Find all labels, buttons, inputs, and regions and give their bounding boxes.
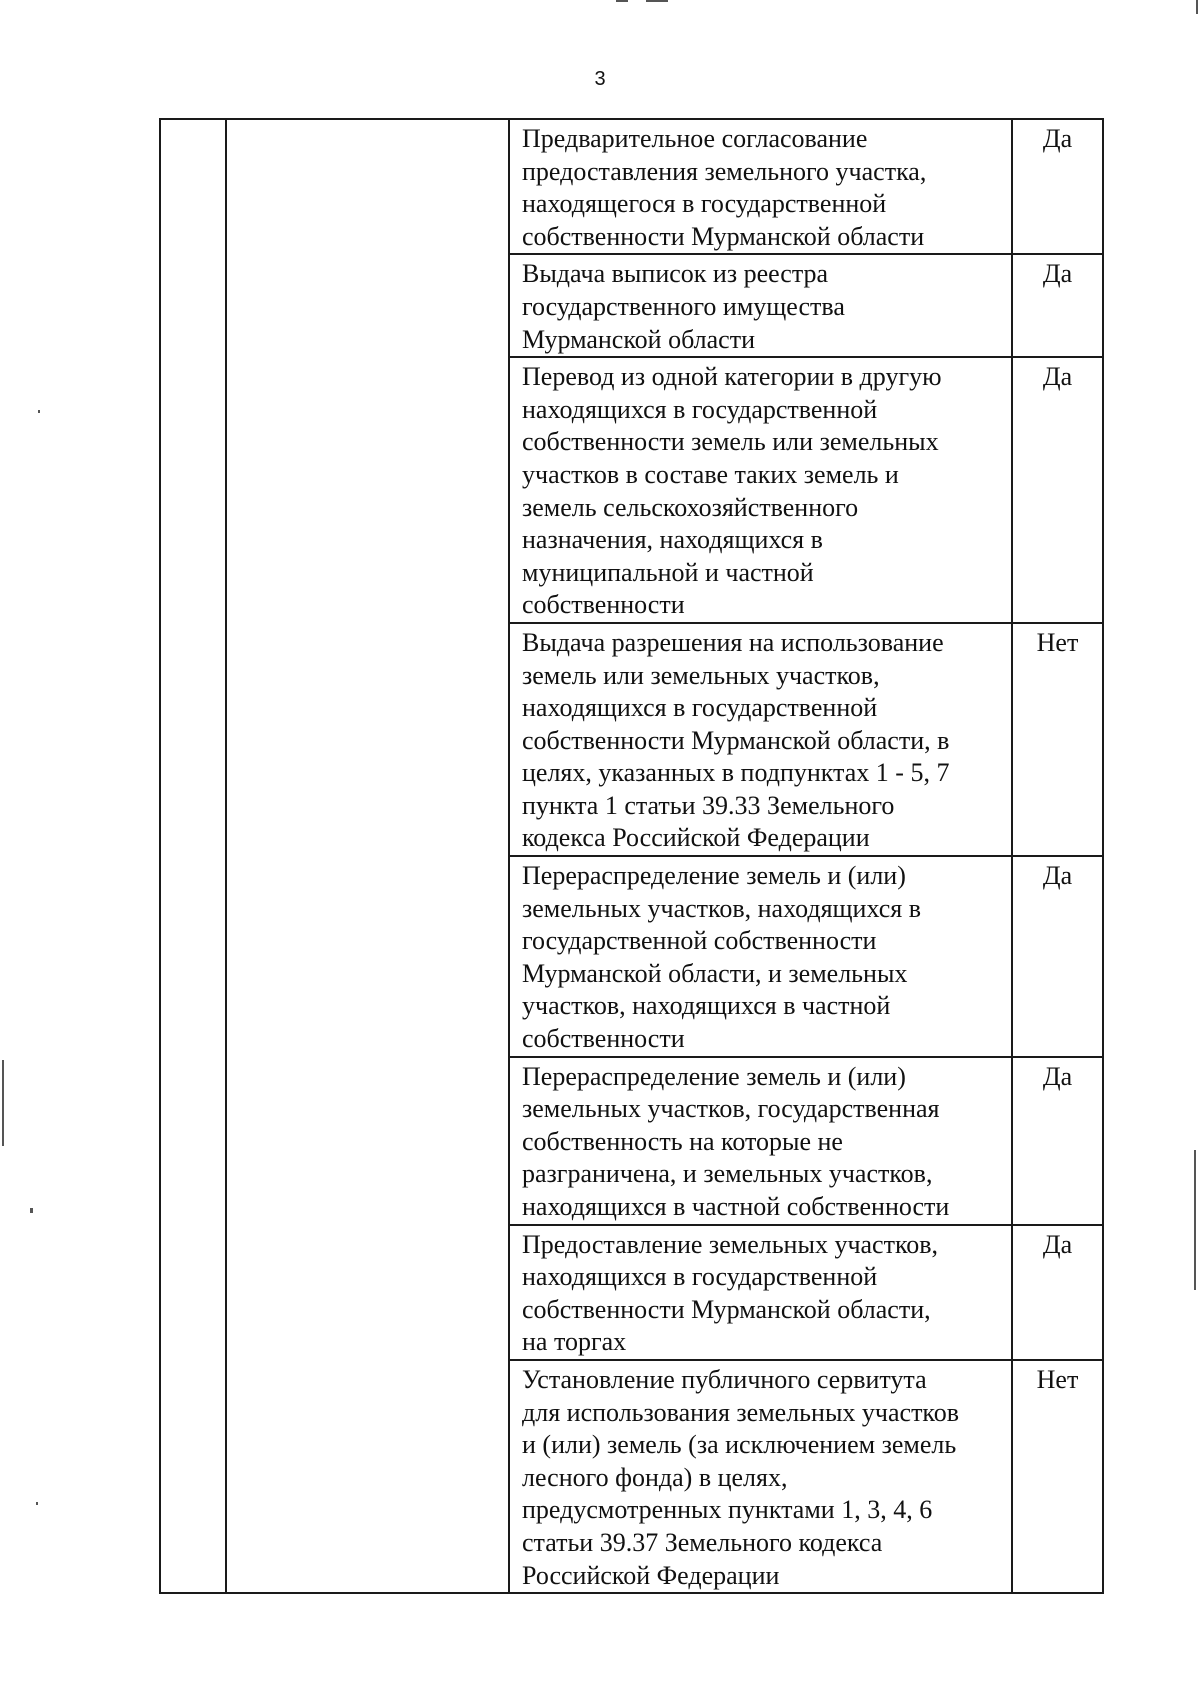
service-name-line: государственной собственности (522, 926, 877, 956)
service-name-line: находящихся в государственной (522, 693, 878, 723)
service-name-line: пункта 1 статьи 39.33 Земельного (522, 790, 895, 820)
flag-cell (1012, 1225, 1103, 1360)
service-name-line: Перераспределение земель и (или) (522, 861, 906, 891)
services-table (159, 118, 1104, 1594)
flag-cell (1012, 1360, 1103, 1593)
flag-cell (1012, 856, 1103, 1057)
service-name (510, 624, 1011, 855)
service-name (510, 255, 1011, 356)
service-name-line: Российской Федерации (522, 1560, 780, 1590)
authority-cell (226, 119, 509, 1593)
flag-cell (1012, 623, 1103, 856)
service-cell (509, 1360, 1012, 1593)
service-name-line: и (или) земель (за исключением земель (522, 1430, 957, 1460)
service-name-line: земельных участков, находящихся в (522, 893, 921, 923)
service-flag: Да (1042, 861, 1073, 891)
service-flag: Да (1042, 362, 1073, 392)
service-name-line: земель сельскохозяйственного (522, 492, 859, 522)
service-name-line: Перераспределение земель и (или) (522, 1061, 906, 1091)
page-number: 3 (594, 68, 606, 90)
number-cell (160, 119, 226, 1593)
service-name-line: государственного имущества (522, 291, 845, 321)
service-name-line: кодекса Российской Федерации (522, 823, 870, 853)
service-name-line: предоставления земельного участка, (522, 156, 927, 186)
service-name-line: находящегося в государственной (522, 189, 887, 219)
scan-mark (36, 1502, 38, 1505)
service-name-line: Установление публичного сервитута (522, 1364, 927, 1394)
service-name (510, 358, 1011, 622)
scan-mark (2, 1060, 4, 1146)
service-name-line: муниципальной и частной (522, 557, 814, 587)
service-name-line: Мурманской области, и земельных (522, 958, 908, 988)
service-flag: Да (1042, 1229, 1073, 1259)
service-cell (509, 1225, 1012, 1360)
flag-cell (1012, 254, 1103, 357)
service-name-line: Предварительное согласование (522, 124, 868, 153)
service-name-line: собственности (522, 1024, 685, 1054)
service-name-line: Выдача выписок из реестра (522, 259, 829, 289)
service-cell (509, 856, 1012, 1057)
service-name-line: находящихся в частной собственности (522, 1192, 950, 1221)
service-name-line: на торгах (522, 1327, 627, 1357)
scan-mark (1194, 1150, 1196, 1290)
service-name-line: разграничена, и земельных участков, (522, 1159, 933, 1189)
flag-cell (1012, 1057, 1103, 1225)
service-cell (509, 357, 1012, 623)
service-name-line: для использования земельных участков (522, 1397, 960, 1427)
flag-cell (1012, 357, 1103, 623)
service-name-line: земельных участков, государственная (522, 1094, 940, 1124)
service-name (510, 857, 1011, 1056)
service-cell (509, 254, 1012, 357)
service-name-line: участков, находящихся в частной (522, 991, 891, 1021)
service-name-line: Перевод из одной категории в другую (522, 362, 942, 392)
service-name-line: участков в составе таких земель и (522, 459, 899, 489)
service-name-line: Предоставление земельных участков, (522, 1229, 939, 1259)
service-flag: Да (1042, 1061, 1073, 1091)
service-name-line: целях, указанных в подпунктах 1 - 5, 7 (522, 758, 950, 788)
service-name-line: Мурманской области (522, 324, 755, 354)
service-name-line: лесного фонда) в целях, (522, 1462, 788, 1492)
service-name (510, 1058, 1011, 1224)
service-cell (509, 119, 1012, 254)
service-name-line: находящихся в государственной (522, 1262, 878, 1292)
service-name-line: собственности Мурманской области (522, 221, 925, 251)
scan-mark (646, 0, 668, 2)
service-cell (509, 623, 1012, 856)
scan-mark (1196, 0, 1198, 14)
service-name-line: земель или земельных участков, (522, 660, 880, 690)
service-flag: Нет (1036, 627, 1079, 657)
service-name-line: предусмотренных пунктами 1, 3, 4, 6 (522, 1495, 933, 1525)
service-name-line: Выдача разрешения на использование (522, 627, 944, 657)
table-row (160, 119, 1103, 254)
service-name-line: находящихся в государственной (522, 394, 878, 424)
scan-mark (38, 410, 40, 413)
service-name (510, 120, 1011, 253)
service-name (510, 1361, 1011, 1592)
service-name-line: собственность на которые не (522, 1126, 843, 1156)
service-flag: Да (1042, 259, 1073, 289)
service-name-line: статьи 39.37 Земельного кодекса (522, 1527, 883, 1557)
service-name-line: собственности Мурманской области, в (522, 725, 950, 755)
service-name-line: собственности Мурманской области, (522, 1294, 931, 1324)
scan-mark (30, 1208, 33, 1213)
service-name (510, 1226, 1011, 1359)
service-cell (509, 1057, 1012, 1225)
service-flag: Нет (1036, 1364, 1079, 1394)
service-name-line: собственности земель или земельных (522, 427, 939, 457)
service-name-line: назначения, находящихся в (522, 525, 823, 555)
flag-cell (1012, 119, 1103, 254)
service-name-line: собственности (522, 590, 685, 620)
service-flag: Да (1042, 124, 1073, 153)
scan-mark (616, 0, 628, 2)
